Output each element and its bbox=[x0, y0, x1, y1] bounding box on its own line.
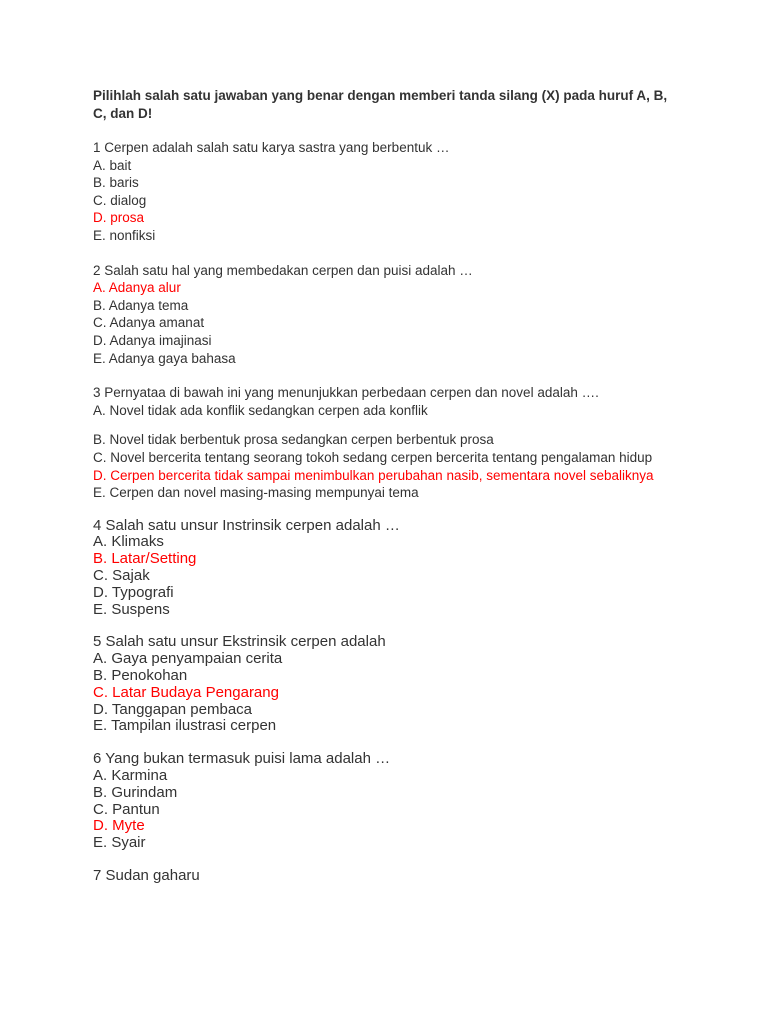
question-3 bbox=[93, 384, 673, 502]
question-4-option-d: D. Typografi bbox=[93, 583, 174, 601]
question-6-option-c: C. Pantun bbox=[93, 800, 160, 818]
question-4-option-a: A. Klimaks bbox=[93, 533, 164, 551]
question-3-option-c: C. Novel bercerita tentang seorang tokoh sedang cerpen bercerita tentang pengalaman hidup bbox=[93, 449, 653, 465]
question-2-text: 2 Salah satu hal yang membedakan cerpen dan puisi adalah … bbox=[93, 262, 473, 278]
question-5-option-c-correct: C. Latar Budaya Pengarang bbox=[93, 683, 279, 701]
question-4 bbox=[93, 518, 673, 619]
question-6-option-a: A. Karmina bbox=[93, 767, 168, 785]
question-3-option-b: B. Novel tidak berbentuk prosa sedangkan cerpen berbentuk prosa bbox=[93, 432, 494, 448]
question-4-option-c: C. Sajak bbox=[93, 567, 150, 585]
question-3-option-a: A. Novel tidak ada konflik sedangkan cerpen ada konflik bbox=[93, 402, 428, 418]
question-7-text: 7 Sudan gaharu bbox=[93, 867, 200, 885]
question-2-option-c: C. Adanya amanat bbox=[93, 315, 205, 331]
question-6 bbox=[93, 751, 673, 852]
question-1-option-c: C. dialog bbox=[93, 192, 147, 208]
question-4-option-e: E. Suspens bbox=[93, 600, 170, 618]
question-6-option-e: E. Syair bbox=[93, 834, 146, 852]
question-3-option-e: E. Cerpen dan novel masing-masing mempunyai tema bbox=[93, 485, 419, 501]
question-1-text: 1 Cerpen adalah salah satu karya sastra yang berbentuk … bbox=[93, 140, 450, 155]
question-5-option-d: D. Tanggapan pembaca bbox=[93, 700, 253, 718]
question-1-option-a: A. bait bbox=[93, 157, 132, 173]
question-4-option-b-correct: B. Latar/Setting bbox=[93, 550, 197, 568]
question-5-option-b: B. Penokohan bbox=[93, 667, 188, 685]
question-5 bbox=[93, 634, 673, 735]
question-2-option-a-correct: A. Adanya alur bbox=[93, 280, 181, 296]
question-2-option-d: D. Adanya imajinasi bbox=[93, 332, 212, 348]
question-5-text: 5 Salah satu unsur Ekstrinsik cerpen adalah bbox=[93, 633, 386, 651]
question-6-option-b: B. Gurindam bbox=[93, 783, 178, 801]
document-page bbox=[93, 87, 673, 885]
instruction-text: Pilihlah salah satu jawaban yang benar dengan memberi tanda silang (X) pada huruf A, B, C, dan D! bbox=[93, 88, 668, 121]
question-1-option-d-correct: D. prosa bbox=[93, 210, 145, 226]
question-3-option-d-correct: D. Cerpen bercerita tidak sampai menimbulkan perubahan nasib, sementara novel sebaliknya bbox=[93, 467, 654, 483]
question-5-option-a: A. Gaya penyampaian cerita bbox=[93, 650, 283, 668]
question-4-text: 4 Salah satu unsur Instrinsik cerpen adalah … bbox=[93, 516, 400, 534]
question-1-option-e: E. nonfiksi bbox=[93, 227, 156, 243]
question-3-text: 3 Pernyataa di bawah ini yang menunjukkan perbedaan cerpen dan novel adalah …. bbox=[93, 385, 599, 401]
question-2-option-e: E. Adanya gaya bahasa bbox=[93, 350, 236, 366]
question-1 bbox=[93, 139, 673, 245]
question-7 bbox=[93, 868, 673, 885]
question-6-text: 6 Yang bukan termasuk puisi lama adalah … bbox=[93, 750, 391, 768]
question-5-option-e: E. Tampilan ilustrasi cerpen bbox=[93, 717, 277, 735]
question-1-option-b: B. baris bbox=[93, 175, 139, 191]
question-2 bbox=[93, 262, 673, 368]
question-2-option-b: B. Adanya tema bbox=[93, 297, 189, 313]
question-6-option-d-correct: D. Myte bbox=[93, 817, 145, 835]
